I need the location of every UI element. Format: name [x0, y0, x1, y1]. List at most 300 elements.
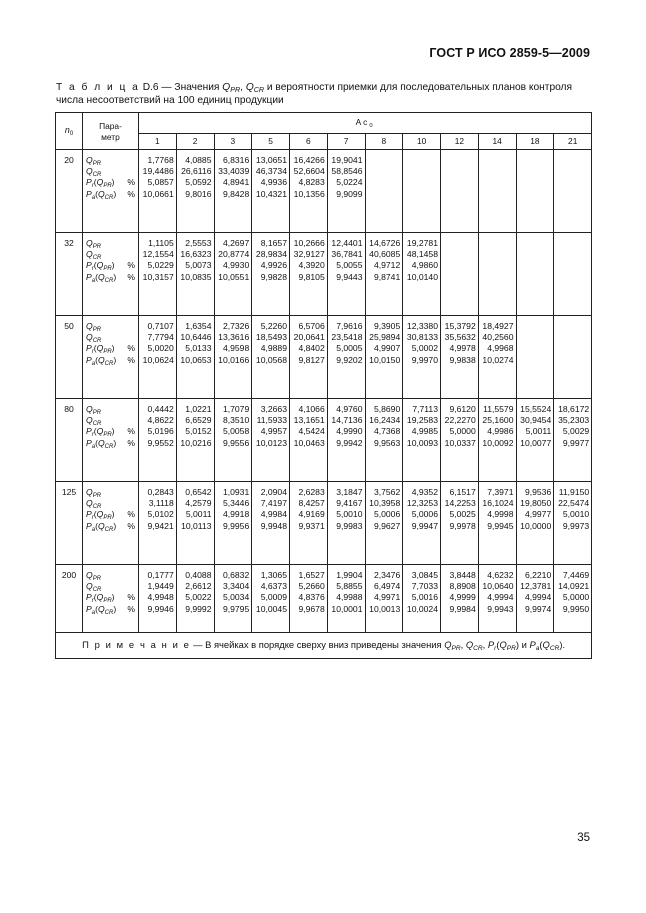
value: 6,5706 [298, 321, 325, 331]
table-caption: Т а б л и ц а D.6 — Значения $Q_{PR}$, $Q_{CR}$ и вероятности приемки для последовательных планов контроля числа несоответствий на 100 единиц продукции [56, 82, 573, 106]
value: 8,1657 [260, 238, 287, 248]
value: 6,6529 [185, 415, 212, 426]
value: 5,0058 [222, 426, 250, 437]
value-cell [290, 316, 328, 399]
parameter-label: $Q_{CR}$ [86, 581, 102, 594]
value [366, 189, 401, 200]
parameter-cell [83, 399, 139, 482]
value: 9,9973 [562, 520, 590, 531]
value: 0,1777 [147, 570, 174, 580]
header-parameter: Пара- метр [83, 113, 139, 150]
value: 5,0006 [373, 509, 401, 520]
value [403, 155, 438, 166]
value-cell [139, 233, 177, 316]
value [479, 249, 514, 260]
table-row [56, 565, 592, 633]
parameter-label: $P_r(Q_{PR})$ % [86, 343, 135, 356]
parameter-label: $Q_{PR}$ [86, 155, 102, 167]
value: 9,9443 [336, 271, 363, 282]
value-cell [176, 316, 214, 399]
value: 19,8050 [520, 498, 552, 509]
value: 9,9556 [222, 437, 250, 448]
value: 4,9712 [373, 260, 401, 271]
value: 4,8283 [298, 177, 325, 188]
value [479, 260, 514, 271]
value: 5,0034 [222, 592, 250, 603]
parameter-label: $P_a(Q_{CR})$ % [86, 354, 135, 367]
value: 10,0024 [406, 603, 438, 614]
value-cell [365, 482, 403, 565]
value [441, 238, 476, 249]
value: 0,4442 [147, 404, 174, 414]
value: 4,9998 [487, 509, 514, 520]
value: 25,9894 [369, 332, 401, 343]
value [517, 166, 552, 177]
value: 4,9984 [260, 509, 287, 520]
value: 26,6116 [181, 166, 212, 177]
value: 35,2303 [558, 415, 590, 426]
value: 10,0123 [255, 437, 287, 448]
value: 25,1600 [482, 415, 514, 426]
value: 7,4469 [562, 570, 590, 580]
value: 5,0073 [185, 260, 212, 271]
value: 1,6354 [185, 321, 212, 331]
value: 4,9169 [298, 509, 325, 520]
value: 5,0152 [185, 426, 212, 437]
value: 23,5418 [331, 332, 363, 343]
value-cell [441, 399, 479, 482]
value: 9,9984 [449, 603, 476, 614]
value: 2,6612 [185, 581, 212, 592]
value-cell [403, 565, 441, 633]
value: 5,0016 [411, 592, 438, 603]
value: 10,3958 [369, 498, 401, 509]
header-ac-col: 3 [214, 134, 252, 150]
value [517, 355, 552, 366]
value: 36,7841 [331, 249, 363, 260]
value-cell [516, 150, 554, 233]
value: 4,9988 [336, 592, 363, 603]
value: 0,7107 [147, 321, 174, 331]
value [517, 177, 552, 188]
value: 18,4927 [482, 321, 514, 331]
value: 2,3476 [373, 570, 401, 580]
value-cell [214, 399, 252, 482]
value: 19,4486 [142, 166, 174, 177]
value-cell [327, 482, 365, 565]
value: 5,0010 [336, 509, 363, 520]
value: 7,7113 [412, 404, 438, 414]
value: 13,3616 [218, 332, 250, 343]
value-cell [478, 316, 516, 399]
table-row [56, 316, 592, 399]
value: 11,5579 [483, 404, 514, 414]
value: 1,3065 [260, 570, 287, 580]
value: 14,6726 [369, 238, 401, 248]
value: 4,8622 [147, 415, 174, 426]
value: 5,0006 [411, 509, 438, 520]
value-cell [403, 482, 441, 565]
value: 2,0904 [260, 487, 287, 497]
value-cell [441, 150, 479, 233]
value-cell [516, 565, 554, 633]
value: 5,0002 [411, 343, 438, 354]
value: 4,9957 [260, 426, 287, 437]
value [403, 166, 438, 177]
value-cell [176, 482, 214, 565]
value-cell [290, 233, 328, 316]
value: 5,0196 [147, 426, 174, 437]
value [517, 238, 552, 249]
value: 4,5424 [298, 426, 325, 437]
parameter-label: $Q_{PR}$ [86, 570, 102, 582]
value: 12,4401 [331, 238, 363, 248]
value [554, 321, 589, 332]
value: 4,9990 [336, 426, 363, 437]
value-cell [554, 399, 592, 482]
parameter-label: $P_r(Q_{PR})$ % [86, 426, 135, 439]
value: 8,4257 [298, 498, 325, 509]
value [554, 343, 589, 354]
parameter-label: $P_a(Q_{CR})$ % [86, 271, 135, 284]
value [517, 155, 552, 166]
value-cell [403, 316, 441, 399]
document-code: ГОСТ Р ИСО 2859-5—2009 [429, 46, 590, 60]
caption-number: D.6 [142, 82, 159, 93]
value: 5,0224 [336, 177, 363, 188]
value: 11,9150 [558, 487, 590, 497]
value: 0,2843 [147, 487, 174, 497]
parameter-label: $P_a(Q_{CR})$ % [86, 437, 135, 450]
value: 1,1105 [148, 238, 174, 248]
parameter-label: $Q_{CR}$ [86, 166, 102, 179]
value: 19,2583 [406, 415, 438, 426]
parameter-label: $Q_{CR}$ [86, 332, 102, 345]
value [517, 249, 552, 260]
value-cell [365, 233, 403, 316]
value [554, 155, 589, 166]
value [554, 249, 589, 260]
value-cell [365, 565, 403, 633]
value-cell [252, 316, 290, 399]
value-cell [365, 316, 403, 399]
caption-q1: $Q_{PR}$ [222, 82, 241, 94]
parameter-label: $Q_{CR}$ [86, 415, 102, 428]
value: 5,0029 [562, 426, 590, 437]
parameter-label: $P_a(Q_{CR})$ % [86, 603, 135, 616]
value: 0,4088 [185, 570, 212, 580]
value: 7,7033 [411, 581, 438, 592]
value-cell [441, 482, 479, 565]
value: 10,0113 [181, 520, 212, 531]
parameter-cell [83, 565, 139, 633]
value-cell [403, 233, 441, 316]
header-n0: $n_0$ [56, 113, 83, 150]
header-ac-col: 1 [139, 134, 177, 150]
table-row [56, 399, 592, 482]
value: 9,8016 [185, 188, 212, 199]
value: 6,4974 [373, 581, 401, 592]
header-ac-col: 18 [516, 134, 554, 150]
value: 16,6323 [180, 249, 212, 260]
table-note: П р и м е ч а н и е — В ячейках в порядке сверху вниз приведены значения $Q_{PR}$, $Q_{CR}$, $P_r(Q_{PR})$ и $P_a(Q_{CR})$. [56, 633, 592, 659]
value: 10,0000 [520, 520, 552, 531]
header-ac-col: 2 [176, 134, 214, 150]
value [441, 272, 476, 283]
value: 14,7136 [331, 415, 363, 426]
table-row [56, 233, 592, 316]
value: 5,0133 [185, 343, 212, 354]
value: 9,9948 [260, 520, 287, 531]
value: 4,9977 [524, 509, 552, 520]
value-cell [516, 316, 554, 399]
value: 5,0005 [336, 343, 363, 354]
header-ac-col: 5 [252, 134, 290, 150]
value: 10,6446 [180, 332, 212, 343]
header-ac0: $Ac_0$ [139, 113, 592, 134]
header-ac-col: 14 [478, 134, 516, 150]
value: 9,9974 [524, 603, 552, 614]
value-cell [327, 565, 365, 633]
value: 40,6085 [369, 249, 401, 260]
header-ac-col: 8 [365, 134, 403, 150]
value-cell [327, 233, 365, 316]
n0-cell: 80 [56, 399, 83, 482]
value: 13,1651 [293, 415, 325, 426]
value: 9,9563 [373, 437, 401, 448]
value [366, 177, 401, 188]
value: 9,8428 [222, 188, 250, 199]
value: 4,9926 [260, 260, 287, 271]
value-cell [139, 316, 177, 399]
value: 32,9127 [293, 249, 325, 260]
value [554, 355, 589, 366]
value [403, 189, 438, 200]
value: 6,2210 [524, 570, 552, 580]
value-cell [327, 399, 365, 482]
parameter-label: $P_r(Q_{PR})$ % [86, 177, 135, 190]
value-cell [214, 233, 252, 316]
value: 4,9994 [524, 592, 552, 603]
caption-text-1: Значения [174, 82, 220, 93]
value: 10,0077 [520, 437, 552, 448]
parameter-label: $Q_{PR}$ [86, 404, 102, 416]
value-cell [516, 399, 554, 482]
value [479, 189, 514, 200]
value: 16,2434 [369, 415, 401, 426]
value: 5,2660 [298, 581, 325, 592]
value [554, 272, 589, 283]
value-cell [554, 150, 592, 233]
value: 3,1118 [148, 498, 174, 509]
value [517, 343, 552, 354]
value: 33,4039 [218, 166, 250, 177]
value [441, 189, 476, 200]
value [554, 332, 589, 343]
value: 5,0020 [147, 343, 174, 354]
value-cell [252, 233, 290, 316]
value: 10,2666 [293, 238, 325, 248]
value: 9,9099 [336, 188, 363, 199]
value: 10,0463 [293, 437, 325, 448]
value-cell [139, 150, 177, 233]
value-cell [441, 316, 479, 399]
value-cell [290, 399, 328, 482]
value: 7,3971 [487, 487, 514, 497]
value: 22,5474 [558, 498, 590, 509]
value: 3,8448 [449, 570, 476, 580]
value: 9,9946 [147, 603, 174, 614]
value: 9,9947 [411, 520, 438, 531]
value: 7,7794 [147, 332, 174, 343]
value-cell [441, 565, 479, 633]
value: 6,8316 [222, 155, 250, 165]
value-cell [214, 150, 252, 233]
value: 9,9942 [336, 437, 363, 448]
value: 5,8855 [336, 581, 363, 592]
value: 4,9352 [411, 487, 438, 497]
value: 9,9945 [487, 520, 514, 531]
value: 4,9598 [222, 343, 250, 354]
value-cell [214, 565, 252, 633]
header-ac-col: 12 [441, 134, 479, 150]
value-cell [252, 482, 290, 565]
value: 15,3792 [444, 321, 476, 331]
value: 9,6120 [449, 404, 476, 414]
value: 10,4321 [255, 188, 287, 199]
value: 9,9421 [147, 520, 174, 531]
value: 4,6232 [487, 570, 514, 580]
value: 10,3157 [142, 271, 174, 282]
value: 5,0000 [449, 426, 476, 437]
value: 4,2579 [185, 498, 212, 509]
value: 3,7562 [373, 487, 401, 497]
value: 4,7368 [373, 426, 401, 437]
value-cell [290, 482, 328, 565]
value: 28,9834 [255, 249, 287, 260]
value: 10,0337 [444, 437, 476, 448]
value: 4,9986 [487, 426, 514, 437]
value: 9,8127 [298, 354, 325, 365]
value-cell [252, 399, 290, 482]
header-ac-col: 7 [327, 134, 365, 150]
value: 4,9936 [260, 177, 287, 188]
caption-text-2: и вероятности приемки для последовательных планов контроля числа несоответствий на 100 единиц продукции [56, 82, 573, 106]
parameter-cell [83, 150, 139, 233]
value: 1,7768 [147, 155, 174, 165]
value: 12,1554 [142, 249, 174, 260]
value [517, 260, 552, 271]
value: 40,2560 [482, 332, 514, 343]
value: 0,6832 [222, 570, 250, 580]
value: 2,5553 [185, 238, 212, 248]
value: 5,0102 [147, 509, 174, 520]
parameter-label: $P_r(Q_{PR})$ % [86, 260, 135, 273]
value: 4,9985 [411, 426, 438, 437]
value: 10,0092 [482, 437, 514, 448]
caption-q2: $Q_{CR}$ [245, 82, 265, 94]
value-cell [139, 565, 177, 633]
value: 8,3510 [222, 415, 250, 426]
value-cell [478, 399, 516, 482]
value: 22,2270 [444, 415, 476, 426]
value-cell [478, 565, 516, 633]
value: 18,5493 [255, 332, 287, 343]
value: 10,0216 [180, 437, 212, 448]
value: 13,0651 [255, 155, 287, 165]
value-cell [478, 482, 516, 565]
value: 4,9889 [260, 343, 287, 354]
value-cell [478, 150, 516, 233]
value: 9,8105 [298, 271, 325, 282]
value: 10,0661 [142, 188, 174, 199]
value: 10,1356 [293, 188, 325, 199]
value: 4,2697 [222, 238, 250, 248]
n0-cell: 125 [56, 482, 83, 565]
value-cell [327, 150, 365, 233]
value [554, 177, 589, 188]
value [479, 155, 514, 166]
value: 10,0013 [369, 603, 401, 614]
parameter-label: $Q_{CR}$ [86, 498, 102, 511]
value: 4,9971 [373, 592, 401, 603]
value: 9,9992 [185, 603, 212, 614]
n0-cell: 20 [56, 150, 83, 233]
value [554, 189, 589, 200]
value-cell [139, 399, 177, 482]
value: 6,1517 [449, 487, 476, 497]
value [441, 166, 476, 177]
value: 5,0592 [185, 177, 212, 188]
value: 4,8376 [298, 592, 325, 603]
value: 16,1024 [482, 498, 514, 509]
value [517, 332, 552, 343]
value: 1,9904 [336, 570, 363, 580]
value: 4,9948 [147, 592, 174, 603]
value-cell [441, 233, 479, 316]
value: 5,0857 [147, 177, 174, 188]
value-cell [478, 233, 516, 316]
value: 10,0653 [180, 354, 212, 365]
value [479, 272, 514, 283]
value [441, 260, 476, 271]
value: 1,9449 [147, 581, 174, 592]
value: 4,9930 [222, 260, 250, 271]
note-text: — В ячейках в порядке сверху вниз приведены значения [193, 639, 442, 650]
value [479, 177, 514, 188]
value: 4,6373 [260, 581, 287, 592]
value-cell [516, 233, 554, 316]
value: 11,5933 [256, 415, 287, 426]
value: 9,9943 [487, 603, 514, 614]
parameter-label: $Q_{PR}$ [86, 321, 102, 333]
value: 3,1847 [336, 487, 363, 497]
value: 4,3920 [298, 260, 325, 271]
value: 9,9678 [298, 603, 325, 614]
value: 1,7079 [222, 404, 250, 414]
value: 46,3734 [255, 166, 287, 177]
parameter-label: $Q_{PR}$ [86, 487, 102, 499]
value-cell [176, 150, 214, 233]
value-cell [290, 150, 328, 233]
value [441, 177, 476, 188]
value: 9,9983 [336, 520, 363, 531]
parameter-cell [83, 316, 139, 399]
value: 52,6604 [293, 166, 325, 177]
value: 5,0009 [260, 592, 287, 603]
value: 10,0166 [218, 354, 250, 365]
header-ac-col: 21 [554, 134, 592, 150]
